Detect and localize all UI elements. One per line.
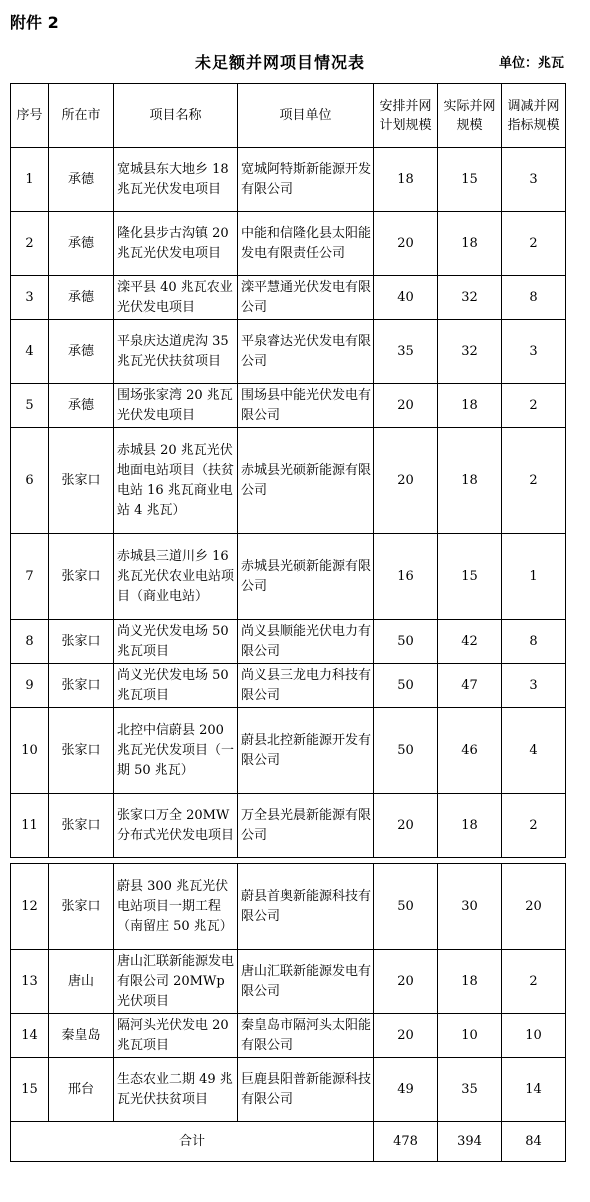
cell-reduce: 2 [502,428,566,534]
cell-actual: 15 [438,148,502,212]
cell-no: 6 [11,428,49,534]
cell-city: 秦皇岛 [49,1014,114,1058]
cell-reduce: 14 [502,1058,566,1122]
cell-plan: 20 [374,1014,438,1058]
cell-no: 11 [11,794,49,858]
page-title: 未足额并网项目情况表 [194,53,365,72]
cell-actual: 35 [438,1058,502,1122]
cell-reduce: 20 [502,864,566,950]
table-row [11,864,566,950]
cell-city: 承德 [49,384,114,428]
cell-reduce: 10 [502,1014,566,1058]
cell-no: 3 [11,276,49,320]
cell-plan: 20 [374,212,438,276]
cell-city: 张家口 [49,864,114,950]
cell-name: 宽城县东大地乡 18 兆瓦光伏发电项目 [114,148,238,212]
header-reduce: 调减并网指标规模 [502,84,566,148]
cell-company: 中能和信隆化县太阳能发电有限责任公司 [238,212,374,276]
cell-city: 张家口 [49,708,114,794]
table-row [11,276,566,320]
cell-reduce: 8 [502,276,566,320]
cell-actual: 30 [438,864,502,950]
table-row [11,212,566,276]
cell-company: 蔚县北控新能源开发有限公司 [238,708,374,794]
cell-company: 平泉睿达光伏发电有限公司 [238,320,374,384]
cell-actual: 18 [438,212,502,276]
cell-reduce: 2 [502,794,566,858]
cell-city: 承德 [49,148,114,212]
cell-company: 赤城县光硕新能源有限公司 [238,428,374,534]
cell-company: 宽城阿特斯新能源开发有限公司 [238,148,374,212]
cell-actual: 18 [438,384,502,428]
cell-company: 蔚县首奥新能源科技有限公司 [238,864,374,950]
cell-city: 邢台 [49,1058,114,1122]
cell-city: 承德 [49,276,114,320]
cell-plan: 20 [374,794,438,858]
cell-company: 唐山汇联新能源发电有限公司 [238,950,374,1014]
table-header-row [11,84,566,148]
cell-company: 尚义县顺能光伏电力有限公司 [238,620,374,664]
cell-plan: 50 [374,864,438,950]
total-reduce: 84 [502,1122,566,1162]
cell-plan: 49 [374,1058,438,1122]
cell-plan: 20 [374,384,438,428]
header-no: 序号 [11,84,49,148]
cell-plan: 50 [374,664,438,708]
cell-actual: 18 [438,428,502,534]
table-row [11,148,566,212]
cell-name: 围场张家湾 20 兆瓦光伏发电项目 [114,384,238,428]
table-row [11,708,566,794]
cell-name: 唐山汇联新能源发电有限公司 20MWp 光伏项目 [114,950,238,1014]
cell-name: 尚义光伏发电场 50 兆瓦项目 [114,620,238,664]
cell-city: 张家口 [49,428,114,534]
cell-city: 唐山 [49,950,114,1014]
cell-city: 张家口 [49,534,114,620]
cell-city: 承德 [49,212,114,276]
header-city: 所在市 [49,84,114,148]
header-name: 项目名称 [114,84,238,148]
cell-company: 滦平慧通光伏发电有限公司 [238,276,374,320]
cell-plan: 50 [374,708,438,794]
cell-company: 巨鹿县阳普新能源科技有限公司 [238,1058,374,1122]
total-row [11,1122,566,1162]
cell-name: 滦平县 40 兆瓦农业光伏发电项目 [114,276,238,320]
cell-name: 隆化县步古沟镇 20 兆瓦光伏发电项目 [114,212,238,276]
cell-actual: 10 [438,1014,502,1058]
cell-plan: 20 [374,428,438,534]
cell-name: 隔河头光伏发电 20 兆瓦项目 [114,1014,238,1058]
cell-name: 赤城县三道川乡 16 兆瓦光伏农业电站项目（商业电站） [114,534,238,620]
cell-reduce: 2 [502,384,566,428]
cell-city: 张家口 [49,794,114,858]
cell-reduce: 3 [502,664,566,708]
cell-plan: 50 [374,620,438,664]
table-row [11,664,566,708]
cell-name: 尚义光伏发电场 50 兆瓦项目 [114,664,238,708]
cell-no: 4 [11,320,49,384]
cell-plan: 18 [374,148,438,212]
cell-actual: 32 [438,276,502,320]
total-plan: 478 [374,1122,438,1162]
cell-no: 7 [11,534,49,620]
cell-actual: 46 [438,708,502,794]
cell-reduce: 3 [502,320,566,384]
table-row [11,1058,566,1122]
header-plan: 安排并网计划规模 [374,84,438,148]
cell-no: 12 [11,864,49,950]
cell-name: 平泉庆达道虎沟 35 兆瓦光伏扶贫项目 [114,320,238,384]
cell-no: 14 [11,1014,49,1058]
cell-name: 张家口万全 20MW 分布式光伏发电项目 [114,794,238,858]
table-row [11,534,566,620]
header-actual: 实际并网规模 [438,84,502,148]
annex-label: 附件 2 [10,13,59,32]
cell-reduce: 3 [502,148,566,212]
cell-company: 围场县中能光伏发电有限公司 [238,384,374,428]
cell-company: 秦皇岛市隔河头太阳能有限公司 [238,1014,374,1058]
unit-label: 单位：兆瓦 [498,56,564,71]
table-row [11,620,566,664]
cell-no: 1 [11,148,49,212]
table-row [11,428,566,534]
cell-plan: 20 [374,950,438,1014]
cell-reduce: 2 [502,950,566,1014]
cell-no: 8 [11,620,49,664]
cell-plan: 16 [374,534,438,620]
cell-city: 承德 [49,320,114,384]
cell-city: 张家口 [49,664,114,708]
cell-no: 10 [11,708,49,794]
cell-actual: 15 [438,534,502,620]
cell-company: 赤城县光硕新能源有限公司 [238,534,374,620]
table-row [11,1014,566,1058]
cell-reduce: 4 [502,708,566,794]
cell-name: 蔚县 300 兆瓦光伏电站项目一期工程（南留庄 50 兆瓦） [114,864,238,950]
cell-name: 赤城县 20 兆瓦光伏地面电站项目（扶贫电站 16 兆瓦商业电站 4 兆瓦） [114,428,238,534]
table-row [11,950,566,1014]
cell-company: 尚义县三龙电力科技有限公司 [238,664,374,708]
total-label: 合计 [11,1122,374,1162]
cell-company: 万全县光晨新能源有限公司 [238,794,374,858]
cell-actual: 32 [438,320,502,384]
cell-reduce: 2 [502,212,566,276]
table-row [11,794,566,858]
cell-name: 北控中信蔚县 200 兆瓦光伏发项目（一期 50 兆瓦） [114,708,238,794]
cell-no: 5 [11,384,49,428]
cell-plan: 35 [374,320,438,384]
cell-reduce: 8 [502,620,566,664]
cell-no: 9 [11,664,49,708]
cell-no: 13 [11,950,49,1014]
cell-plan: 40 [374,276,438,320]
cell-no: 15 [11,1058,49,1122]
cell-actual: 42 [438,620,502,664]
header-company: 项目单位 [238,84,374,148]
total-actual: 394 [438,1122,502,1162]
cell-reduce: 1 [502,534,566,620]
cell-actual: 47 [438,664,502,708]
table-row [11,384,566,428]
cell-city: 张家口 [49,620,114,664]
cell-actual: 18 [438,950,502,1014]
table-row [11,320,566,384]
cell-actual: 18 [438,794,502,858]
table-body [11,148,566,1162]
cell-name: 生态农业二期 49 兆瓦光伏扶贫项目 [114,1058,238,1122]
projects-table [10,83,566,1162]
cell-no: 2 [11,212,49,276]
